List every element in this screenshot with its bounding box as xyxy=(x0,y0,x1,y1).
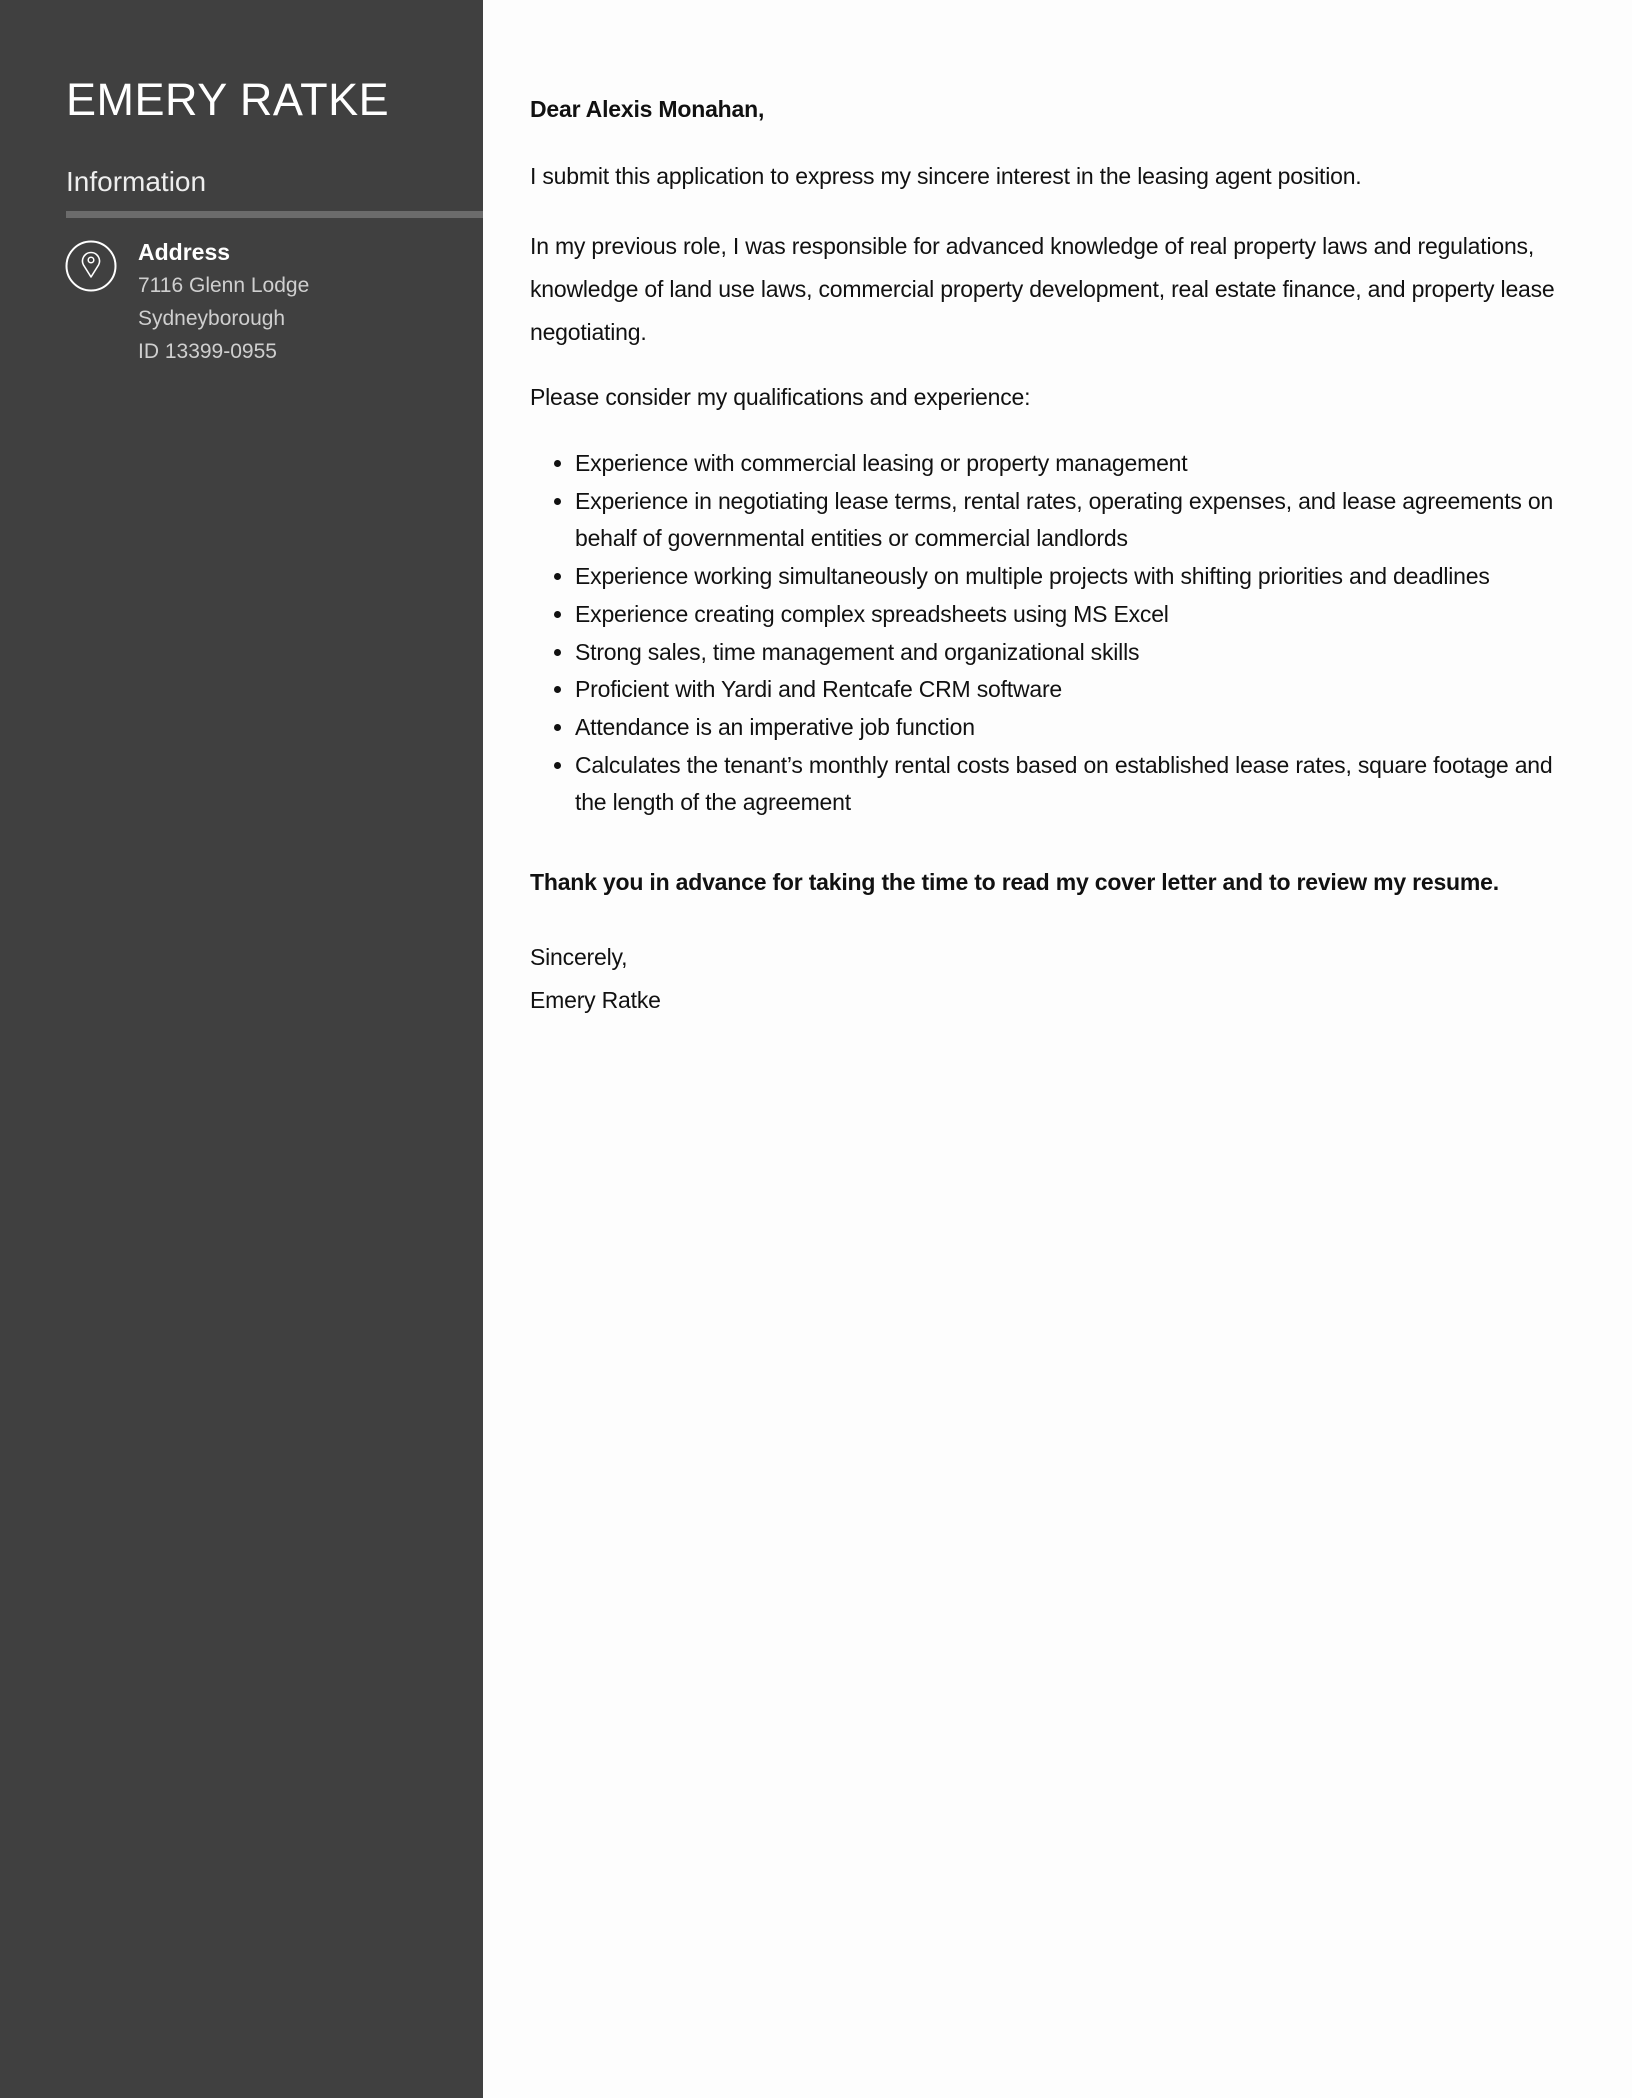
experience-paragraph: In my previous role, I was responsible for advanced knowledge of real property laws and regulations, knowledge of land use laws, commercial property development, real estate finance, and property lease negotiating. xyxy=(530,233,1555,345)
sidebar xyxy=(0,0,483,2098)
greeting: Dear Alexis Monahan, xyxy=(530,96,765,122)
signoff: Sincerely, xyxy=(530,944,628,970)
list-item: • Experience with commercial leasing or property management xyxy=(575,445,1575,483)
information-heading: Information xyxy=(66,166,207,197)
list-item: • Experience in negotiating lease terms, rental rates, operating expenses, and lease agreements on behalf of governmental entities or commercial landlords xyxy=(575,483,1575,558)
address-label: Address xyxy=(138,239,231,265)
address-line: Sydneyborough xyxy=(138,307,286,330)
qualifications-list xyxy=(530,445,1575,822)
list-item: • Attendance is an imperative job function xyxy=(575,709,1575,747)
intro-paragraph: I submit this application to express my sincere interest in the leasing agent position. xyxy=(530,163,1362,189)
list-item: • Strong sales, time management and organizational skills xyxy=(575,634,1575,672)
location-pin-icon xyxy=(65,240,117,292)
address-line: ID 13399-0955 xyxy=(138,340,277,363)
list-item: • Proficient with Yardi and Rentcafe CRM software xyxy=(575,671,1575,709)
lead-in: Please consider my qualifications and experience: xyxy=(530,384,1031,410)
closing-paragraph: Thank you in advance for taking the time to read my cover letter and to review my resume. xyxy=(530,869,1499,895)
list-item: • Experience creating complex spreadsheets using MS Excel xyxy=(575,596,1575,634)
list-item: • Calculates the tenant’s monthly rental costs based on established lease rates, square footage and the length of the agreement xyxy=(575,747,1575,822)
list-item: • Experience working simultaneously on multiple projects with shifting priorities and deadlines xyxy=(575,558,1575,596)
address-block xyxy=(138,236,309,368)
applicant-name: EMERY RATKE xyxy=(66,74,390,125)
section-divider xyxy=(66,211,483,218)
signature-block xyxy=(530,936,661,1022)
signature-name: Emery Ratke xyxy=(530,987,661,1013)
address-line: 7116 Glenn Lodge xyxy=(138,274,310,297)
